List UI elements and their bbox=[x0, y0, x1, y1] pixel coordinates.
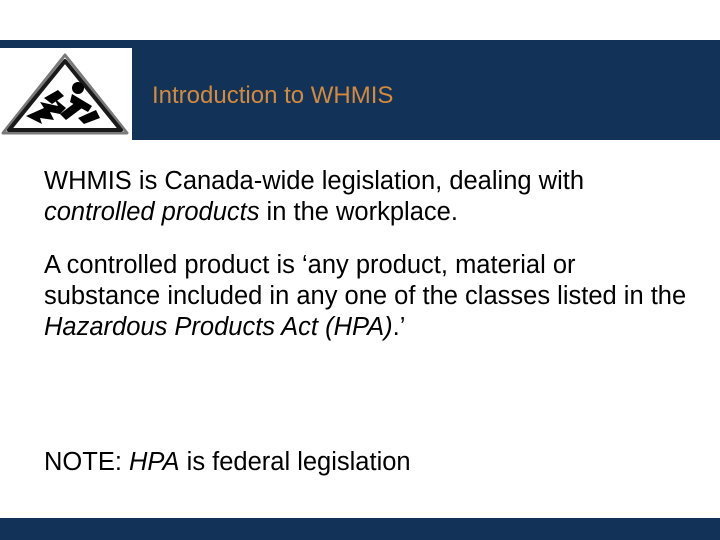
top-rule bbox=[0, 40, 720, 48]
title-bar bbox=[132, 48, 720, 140]
italic-term: controlled products bbox=[44, 198, 260, 226]
text-run: is federal legislation bbox=[179, 448, 411, 476]
text-run: NOTE: bbox=[44, 448, 130, 476]
paragraph-controlled-product bbox=[44, 250, 694, 343]
text-run: A controlled product is ‘any product, material or substance included in any one of the classes listed in the bbox=[44, 251, 687, 310]
logo bbox=[0, 48, 132, 140]
slide-title: Introduction to WHMIS bbox=[152, 82, 394, 109]
italic-term: HPA bbox=[129, 448, 180, 476]
note-line bbox=[44, 447, 411, 478]
italic-term: Hazardous Products Act (HPA) bbox=[44, 313, 393, 341]
slide-body bbox=[44, 166, 694, 365]
whmis-hazard-triangle-icon bbox=[0, 48, 132, 140]
paragraph-whmis-definition bbox=[44, 166, 694, 228]
text-run: in the workplace. bbox=[259, 198, 458, 226]
text-run: WHMIS is Canada-wide legislation, dealing with bbox=[44, 167, 584, 195]
text-run: .’ bbox=[392, 313, 406, 341]
bottom-bar bbox=[0, 518, 720, 540]
